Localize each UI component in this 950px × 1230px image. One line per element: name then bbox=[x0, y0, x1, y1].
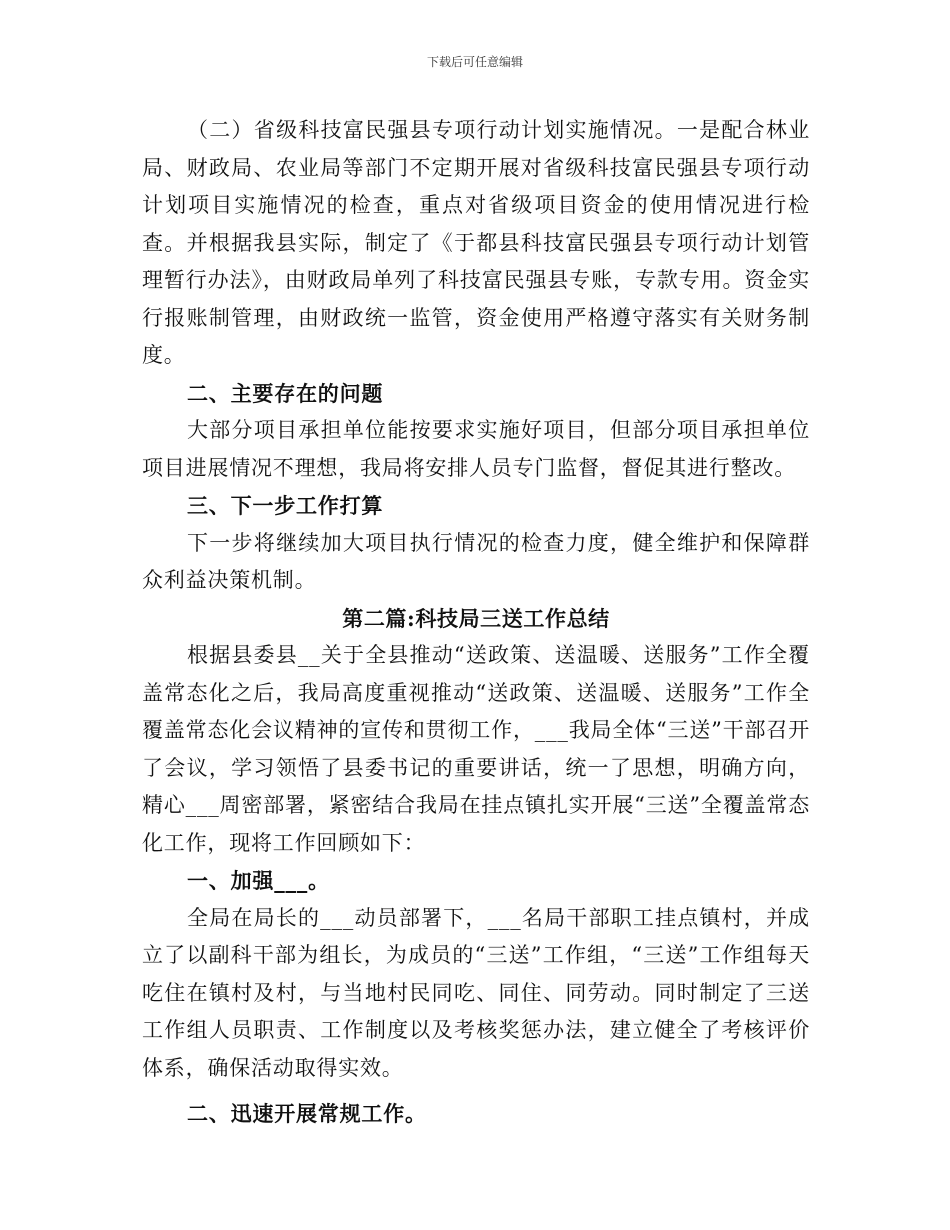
heading-main-problems: 二、主要存在的问题 bbox=[187, 380, 384, 406]
paragraph-next-steps: 下一步将继续加大项目执行情况的检查力度，健全维护和保障群众利益决策机制。 bbox=[142, 530, 810, 592]
page-header: 下载后可任意编辑 bbox=[426, 55, 523, 69]
heading-next-steps: 三、下一步工作打算 bbox=[187, 493, 384, 518]
heading-routine-work: 二、迅速开展常规工作。 bbox=[187, 1101, 427, 1126]
paragraph-work-groups: 全局在局长的___动员部署下，___名局干部职工挂点镇村，并成立了以副科干部为组长，为成员的“三送”工作组，“三送”工作组每天吃住在镇村及村，与当地村民同吃、同住、同劳动。同时制定了三送工作组人员职责、工作制度以及考核奖惩办法，建立健全了考核评价体系，确保活动取得实效。 bbox=[142, 905, 810, 1080]
heading-strengthen: 一、加强___。 bbox=[187, 868, 330, 893]
paragraph-problems: 大部分项目承担单位能按要求实施好项目，但部分项目承担单位项目进展情况不理想，我局将安排人员专门监督，督促其进行整改。 bbox=[142, 418, 810, 480]
paragraph-intro: 根据县委县__关于全县推动“送政策、送温暖、送服务”工作全覆盖常态化之后，我局高度重视推动“送政策、送温暖、送服务”工作全覆盖常态化会议精神的宣传和贯彻工作，___我局全体“三送”干部召开了会议，学习领悟了县委书记的重要讲话，统一了思想，明确方向，精心___周密部署，紧密结合我局在挂点镇扎实开展“三送”全覆盖常态化工作，现将工作回顾如下： bbox=[142, 643, 810, 855]
paragraph-provincial-plan: （二）省级科技富民强县专项行动计划实施情况。一是配合林业局、财政局、农业局等部门不定期开展对省级科技富民强县专项行动计划项目实施情况的检查，重点对省级项目资金的使用情况进行检查。并根据我县实际，制定了《于都县科技富民强县专项行动计划管理暂行办法》，由财政局单列了科技富民强县专账，专款专用。资金实行报账制管理，由财政统一监管，资金使用严格遵守落实有关财务制度。 bbox=[142, 118, 810, 367]
section-title: 第二篇:科技局三送工作总结 bbox=[342, 605, 610, 631]
document-body bbox=[142, 112, 810, 1133]
